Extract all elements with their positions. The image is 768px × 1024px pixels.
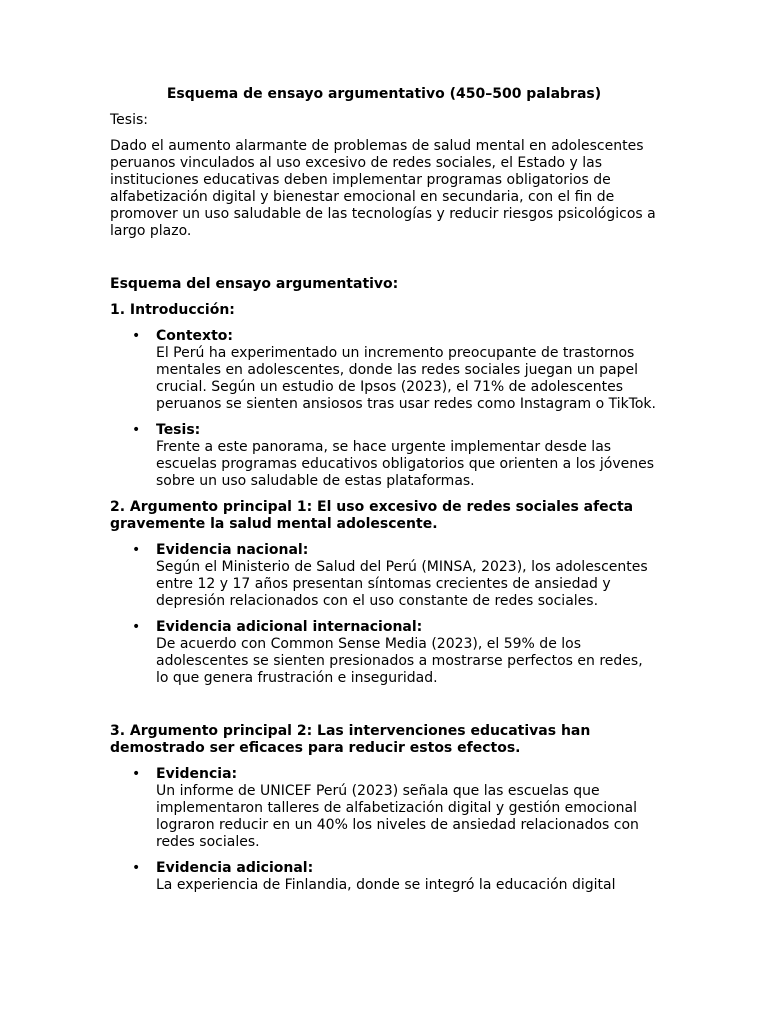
thesis-label: Tesis:	[110, 112, 148, 128]
item-label: Contexto:	[156, 328, 233, 344]
bullet-icon: •	[132, 766, 141, 782]
list-item	[110, 542, 658, 610]
list-item	[110, 766, 658, 851]
bullet-icon: •	[132, 619, 141, 635]
bullet-icon: •	[132, 422, 141, 438]
list-item	[110, 860, 658, 894]
section-list-introduction	[110, 328, 658, 490]
list-item	[110, 328, 658, 413]
section-list-argument-1	[110, 542, 658, 687]
item-text: Un informe de UNICEF Perú (2023) señala que las escuelas que implementaron talleres de alfabetización digital y gestión emocional lograron reducir en un 40% los niveles de ansiedad relacionados con redes sociales.	[156, 783, 639, 850]
section-list-argument-2	[110, 766, 658, 894]
section-heading-argument-1: 2. Argumento principal 1: El uso excesivo de redes sociales afecta gravemente la salud mental adolescente.	[110, 499, 634, 532]
bullet-icon: •	[132, 542, 141, 558]
item-text: La experiencia de Finlandia, donde se integró la educación digital	[156, 877, 616, 893]
item-label: Evidencia:	[156, 766, 238, 782]
outline-heading: Esquema del ensayo argumentativo:	[110, 276, 399, 292]
item-text: De acuerdo con Common Sense Media (2023), el 59% de los adolescentes se sienten presionados a mostrarse perfectos en redes, lo que genera frustración e inseguridad.	[156, 636, 643, 686]
bullet-icon: •	[132, 328, 141, 344]
bullet-icon: •	[132, 860, 141, 876]
thesis-paragraph: Dado el aumento alarmante de problemas de salud mental en adolescentes peruanos vinculados al uso excesivo de redes sociales, el Estado y las instituciones educativas deben implementar programas obligatorios de alfabetización digital y bienestar emocional en secundaria, con el fin de promover un uso saludable de las tecnologías y reducir riesgos psicológicos a largo plazo.	[110, 138, 656, 239]
item-label: Evidencia adicional internacional:	[156, 619, 423, 635]
section-heading-introduction: 1. Introducción:	[110, 302, 235, 318]
list-item	[110, 619, 658, 687]
list-item	[110, 422, 658, 490]
item-text: Según el Ministerio de Salud del Perú (MINSA, 2023), los adolescentes entre 12 y 17 años presentan síntomas crecientes de ansiedad y depresión relacionados con el uso constante de redes sociales.	[156, 559, 648, 609]
item-label: Tesis:	[156, 422, 201, 438]
section-heading-argument-2: 3. Argumento principal 2: Las intervenciones educativas han demostrado ser eficaces para reducir estos efectos.	[110, 723, 591, 756]
document-content	[110, 86, 658, 903]
item-label: Evidencia nacional:	[156, 542, 309, 558]
document-title: Esquema de ensayo argumentativo (450–500 palabras)	[166, 86, 602, 102]
item-label: Evidencia adicional:	[156, 860, 314, 876]
item-text: El Perú ha experimentado un incremento preocupante de trastornos mentales en adolescentes, donde las redes sociales juegan un papel crucial. Según un estudio de Ipsos (2023), el 71% de adolescentes peruanos se sienten ansiosos tras usar redes como Instagram o TikTok.	[156, 345, 656, 412]
item-text: Frente a este panorama, se hace urgente implementar desde las escuelas programas educativos obligatorios que orienten a los jóvenes sobre un uso saludable de estas plataformas.	[156, 439, 655, 489]
